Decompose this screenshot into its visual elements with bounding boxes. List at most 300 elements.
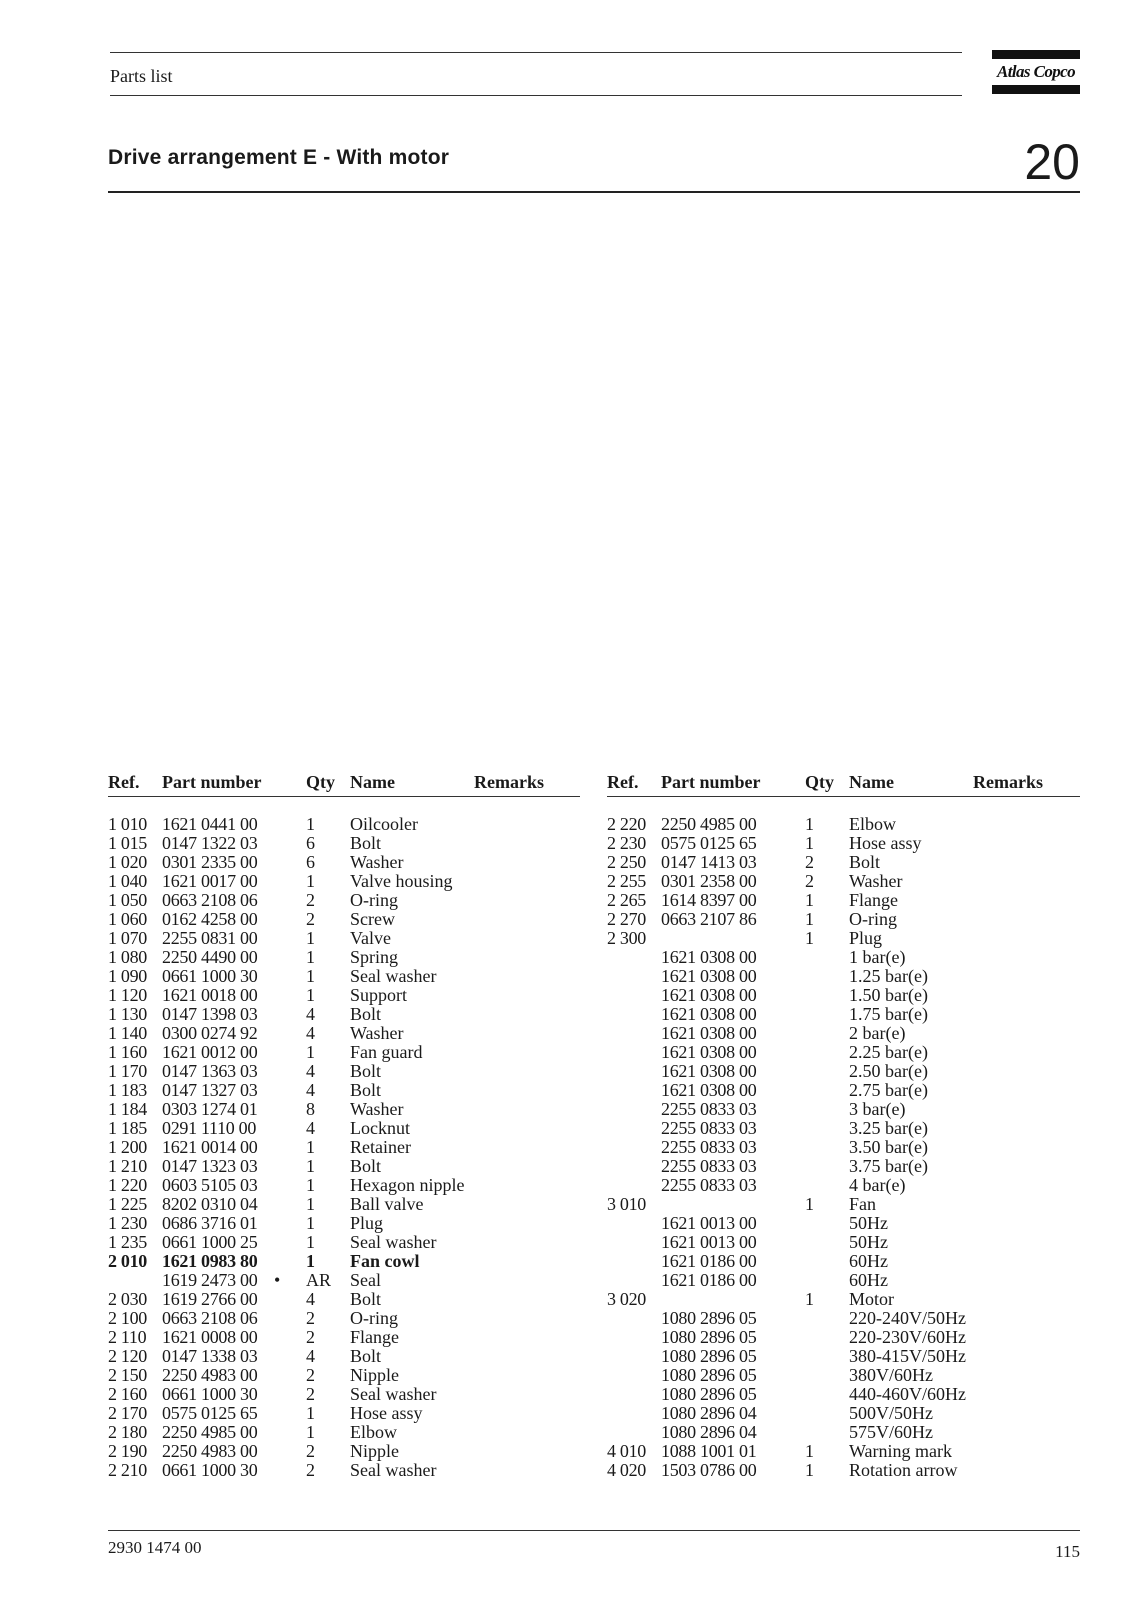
cell-name: Valve — [350, 928, 391, 948]
column-header-qty: Qty — [805, 772, 834, 792]
cell-name: 2.25 bar(e) — [849, 1042, 928, 1062]
cell-part-number: 1080 2896 05 — [661, 1346, 757, 1366]
cell-part-number: 1621 0308 00 — [661, 1042, 757, 1062]
cell-qty: 6 — [306, 833, 315, 853]
table-row — [607, 910, 1087, 929]
cell-part-number: 0147 1398 03 — [162, 1004, 258, 1024]
cell-qty: 4 — [306, 1061, 315, 1081]
table-row — [108, 1100, 588, 1119]
table-row — [607, 1214, 1087, 1233]
cell-ref: 1 080 — [108, 947, 148, 967]
cell-name: Screw — [350, 909, 395, 929]
cell-part-number: 1621 0308 00 — [661, 947, 757, 967]
table-header-right — [607, 772, 1080, 797]
cell-name: Elbow — [849, 814, 896, 834]
table-row — [607, 1328, 1087, 1347]
parts-table-left — [108, 815, 588, 1480]
cell-name: Bolt — [849, 852, 881, 872]
cell-part-number: 1080 2896 05 — [661, 1308, 757, 1328]
table-row — [607, 1309, 1087, 1328]
cell-part-number: 1080 2896 05 — [661, 1384, 757, 1404]
cell-mark: • — [274, 1270, 281, 1290]
cell-part-number: 1621 0186 00 — [661, 1270, 757, 1290]
cell-ref: 2 010 — [108, 1251, 148, 1271]
cell-name: Bolt — [350, 1080, 382, 1100]
cell-ref: 1 090 — [108, 966, 148, 986]
cell-part-number: 0661 1000 30 — [162, 966, 258, 986]
cell-part-number: 0661 1000 25 — [162, 1232, 258, 1252]
table-row — [108, 1309, 588, 1328]
cell-name: 2.75 bar(e) — [849, 1080, 928, 1100]
cell-qty: 1 — [306, 947, 315, 967]
header-top-rule — [110, 52, 962, 53]
table-row — [108, 1328, 588, 1347]
cell-name: Nipple — [350, 1365, 399, 1385]
table-row — [607, 891, 1087, 910]
cell-name: 220-240V/50Hz — [849, 1308, 966, 1328]
cell-ref: 2 030 — [108, 1289, 148, 1309]
cell-ref: 1 020 — [108, 852, 148, 872]
table-row — [607, 1176, 1087, 1195]
cell-part-number: 1621 0983 80 — [162, 1251, 258, 1271]
cell-name: 60Hz — [849, 1270, 888, 1290]
table-row — [607, 1081, 1087, 1100]
table-row — [607, 1005, 1087, 1024]
cell-part-number: 0147 1413 03 — [661, 852, 757, 872]
cell-ref: 1 040 — [108, 871, 148, 891]
table-row — [607, 1138, 1087, 1157]
cell-name: 1.25 bar(e) — [849, 966, 928, 986]
table-row — [108, 1043, 588, 1062]
table-row — [607, 1461, 1087, 1480]
cell-part-number: 2255 0833 03 — [661, 1118, 757, 1138]
table-row — [108, 815, 588, 834]
cell-name: Flange — [849, 890, 898, 910]
table-row — [607, 1290, 1087, 1309]
cell-name: 575V/60Hz — [849, 1422, 933, 1442]
cell-ref: 2 190 — [108, 1441, 148, 1461]
table-row — [108, 1214, 588, 1233]
cell-qty: 1 — [805, 890, 814, 910]
column-header-remarks: Remarks — [973, 772, 1043, 792]
cell-part-number: 1621 0441 00 — [162, 814, 258, 834]
cell-qty: 1 — [805, 1194, 814, 1214]
cell-qty: 1 — [306, 1042, 315, 1062]
table-row — [108, 1290, 588, 1309]
table-row — [108, 1081, 588, 1100]
cell-name: Elbow — [350, 1422, 397, 1442]
header-label: Parts list — [110, 66, 173, 86]
cell-name: O-ring — [350, 890, 398, 910]
cell-qty: 4 — [306, 1118, 315, 1138]
cell-qty: 1 — [306, 928, 315, 948]
cell-ref: 2 230 — [607, 833, 647, 853]
table-row — [607, 1385, 1087, 1404]
cell-ref: 1 210 — [108, 1156, 148, 1176]
cell-qty: 1 — [805, 1460, 814, 1480]
table-row — [607, 1252, 1087, 1271]
cell-name: Bolt — [350, 1061, 382, 1081]
cell-name: Bolt — [350, 1289, 382, 1309]
cell-qty: 1 — [306, 966, 315, 986]
cell-ref: 2 250 — [607, 852, 647, 872]
table-row — [108, 1005, 588, 1024]
cell-qty: 1 — [306, 1156, 315, 1176]
cell-qty: 1 — [306, 1213, 315, 1233]
table-row — [108, 1252, 588, 1271]
table-row — [108, 1423, 588, 1442]
cell-qty: 1 — [306, 871, 315, 891]
cell-name: 3.25 bar(e) — [849, 1118, 928, 1138]
column-header-ref: Ref. — [108, 772, 140, 792]
cell-part-number: 1621 0308 00 — [661, 1004, 757, 1024]
cell-name: 3.50 bar(e) — [849, 1137, 928, 1157]
cell-part-number: 0686 3716 01 — [162, 1213, 258, 1233]
cell-part-number: 0147 1363 03 — [162, 1061, 258, 1081]
cell-part-number: 0663 2108 06 — [162, 1308, 258, 1328]
cell-ref: 1 050 — [108, 890, 148, 910]
cell-part-number: 2250 4983 00 — [162, 1441, 258, 1461]
cell-qty: 1 — [805, 909, 814, 929]
table-row — [108, 948, 588, 967]
cell-part-number: 1621 0008 00 — [162, 1327, 258, 1347]
cell-part-number: 0300 0274 92 — [162, 1023, 258, 1043]
table-row — [607, 1271, 1087, 1290]
cell-part-number: 2255 0833 03 — [661, 1156, 757, 1176]
table-row — [607, 948, 1087, 967]
cell-qty: 1 — [306, 985, 315, 1005]
cell-part-number: 0303 1274 01 — [162, 1099, 258, 1119]
cell-name: 440-460V/60Hz — [849, 1384, 966, 1404]
cell-qty: AR — [306, 1270, 332, 1290]
cell-part-number: 1080 2896 04 — [661, 1403, 757, 1423]
table-row — [108, 872, 588, 891]
column-header-qty: Qty — [306, 772, 335, 792]
cell-part-number: 1621 0012 00 — [162, 1042, 258, 1062]
cell-qty: 4 — [306, 1004, 315, 1024]
cell-part-number: 0147 1322 03 — [162, 833, 258, 853]
cell-name: Seal — [350, 1270, 381, 1290]
cell-qty: 2 — [306, 1308, 315, 1328]
table-row — [607, 986, 1087, 1005]
cell-name: Support — [350, 985, 408, 1005]
cell-part-number: 0291 1110 00 — [162, 1118, 257, 1138]
cell-ref: 1 015 — [108, 833, 148, 853]
logo-text: Atlas Copco — [997, 62, 1075, 81]
cell-ref: 1 070 — [108, 928, 148, 948]
cell-qty: 1 — [306, 814, 315, 834]
parts-table-right — [607, 815, 1087, 1480]
cell-name: Bolt — [350, 1156, 382, 1176]
cell-part-number: 1621 0308 00 — [661, 1080, 757, 1100]
cell-name: 2.50 bar(e) — [849, 1061, 928, 1081]
cell-name: 50Hz — [849, 1213, 888, 1233]
cell-part-number: 0661 1000 30 — [162, 1460, 258, 1480]
table-row — [607, 1119, 1087, 1138]
table-row — [108, 1366, 588, 1385]
cell-name: 2 bar(e) — [849, 1023, 906, 1043]
table-row — [108, 891, 588, 910]
cell-qty: 2 — [306, 890, 315, 910]
cell-name: Seal washer — [350, 1232, 437, 1252]
table-row — [108, 1157, 588, 1176]
cell-ref: 1 183 — [108, 1080, 148, 1100]
cell-part-number: 1621 0017 00 — [162, 871, 258, 891]
table-row — [108, 1024, 588, 1043]
table-row — [607, 1100, 1087, 1119]
table-row — [607, 1423, 1087, 1442]
cell-part-number: 1621 0013 00 — [661, 1213, 757, 1233]
column-header-part-number: Part number — [162, 772, 262, 792]
cell-name: 380V/60Hz — [849, 1365, 933, 1385]
cell-name: Plug — [350, 1213, 384, 1233]
cell-ref: 2 170 — [108, 1403, 148, 1423]
cell-qty: 2 — [306, 1327, 315, 1347]
cell-name: 3.75 bar(e) — [849, 1156, 928, 1176]
cell-qty: 1 — [306, 1403, 315, 1423]
table-row — [108, 1138, 588, 1157]
cell-part-number: 0147 1327 03 — [162, 1080, 258, 1100]
cell-ref: 2 300 — [607, 928, 647, 948]
cell-part-number: 1503 0786 00 — [661, 1460, 757, 1480]
table-row — [108, 1461, 588, 1480]
cell-name: 3 bar(e) — [849, 1099, 906, 1119]
cell-ref: 1 184 — [108, 1099, 148, 1119]
table-row — [108, 1385, 588, 1404]
cell-name: Locknut — [350, 1118, 410, 1138]
cell-ref: 2 255 — [607, 871, 647, 891]
footer-page-number: 115 — [1055, 1542, 1080, 1561]
cell-name: Seal washer — [350, 1384, 437, 1404]
cell-name: Fan guard — [350, 1042, 423, 1062]
cell-ref: 2 160 — [108, 1384, 148, 1404]
table-row — [108, 967, 588, 986]
cell-part-number: 1621 0308 00 — [661, 966, 757, 986]
cell-part-number: 1088 1001 01 — [661, 1441, 757, 1461]
cell-qty: 4 — [306, 1080, 315, 1100]
cell-name: Ball valve — [350, 1194, 424, 1214]
cell-part-number: 2250 4985 00 — [661, 814, 757, 834]
cell-part-number: 1619 2473 00 — [162, 1270, 258, 1290]
cell-ref: 2 120 — [108, 1346, 148, 1366]
table-row — [607, 1233, 1087, 1252]
cell-name: Seal washer — [350, 966, 437, 986]
cell-ref: 2 270 — [607, 909, 647, 929]
cell-ref: 1 230 — [108, 1213, 148, 1233]
table-row — [108, 910, 588, 929]
cell-part-number: 1621 0018 00 — [162, 985, 258, 1005]
cell-qty: 1 — [306, 1137, 315, 1157]
table-row — [108, 1271, 588, 1290]
cell-part-number: 1080 2896 05 — [661, 1365, 757, 1385]
cell-ref: 2 100 — [108, 1308, 148, 1328]
cell-ref: 1 160 — [108, 1042, 148, 1062]
cell-part-number: 1621 0308 00 — [661, 985, 757, 1005]
table-row — [108, 1233, 588, 1252]
cell-part-number: 1621 0308 00 — [661, 1061, 757, 1081]
cell-part-number: 0301 2358 00 — [661, 871, 757, 891]
cell-part-number: 0162 4258 00 — [162, 909, 258, 929]
table-row — [607, 815, 1087, 834]
cell-name: Washer — [350, 1023, 404, 1043]
cell-part-number: 2250 4983 00 — [162, 1365, 258, 1385]
cell-qty: 4 — [306, 1346, 315, 1366]
cell-qty: 6 — [306, 852, 315, 872]
section-rule — [108, 191, 1080, 193]
cell-ref: 3 010 — [607, 1194, 647, 1214]
table-row — [607, 834, 1087, 853]
table-row — [108, 1176, 588, 1195]
table-row — [108, 1062, 588, 1081]
cell-part-number: 2255 0833 03 — [661, 1137, 757, 1157]
cell-ref: 2 220 — [607, 814, 647, 834]
cell-name: Fan cowl — [350, 1251, 420, 1271]
cell-ref: 1 225 — [108, 1194, 148, 1214]
cell-qty: 2 — [805, 871, 814, 891]
cell-qty: 4 — [306, 1023, 315, 1043]
cell-part-number: 0147 1323 03 — [162, 1156, 258, 1176]
cell-part-number: 1080 2896 04 — [661, 1422, 757, 1442]
cell-qty: 1 — [805, 814, 814, 834]
table-row — [607, 967, 1087, 986]
column-header-part-number: Part number — [661, 772, 761, 792]
table-row — [607, 1043, 1087, 1062]
cell-ref: 1 170 — [108, 1061, 148, 1081]
cell-part-number: 0301 2335 00 — [162, 852, 258, 872]
cell-name: 1 bar(e) — [849, 947, 906, 967]
cell-part-number: 1621 0013 00 — [661, 1232, 757, 1252]
table-row — [607, 853, 1087, 872]
cell-qty: 1 — [805, 833, 814, 853]
table-row — [607, 1195, 1087, 1214]
footer-rule — [108, 1530, 1080, 1531]
cell-name: 50Hz — [849, 1232, 888, 1252]
cell-part-number: 0575 0125 65 — [162, 1403, 258, 1423]
column-header-remarks: Remarks — [474, 772, 544, 792]
cell-ref: 1 200 — [108, 1137, 148, 1157]
cell-part-number: 0663 2107 86 — [661, 909, 757, 929]
cell-name: Washer — [849, 871, 903, 891]
table-header-left — [108, 772, 580, 797]
section-title: Drive arrangement E - With motor — [108, 146, 450, 169]
header-bottom-rule — [110, 95, 962, 96]
cell-ref: 2 150 — [108, 1365, 148, 1385]
cell-part-number: 2255 0831 00 — [162, 928, 258, 948]
cell-name: Hexagon nipple — [350, 1175, 465, 1195]
cell-part-number: 2250 4985 00 — [162, 1422, 258, 1442]
cell-ref: 1 235 — [108, 1232, 148, 1252]
cell-ref: 1 130 — [108, 1004, 148, 1024]
cell-qty: 1 — [306, 1422, 315, 1442]
cell-ref: 2 265 — [607, 890, 647, 910]
section-number: 20 — [1024, 134, 1080, 190]
cell-name: Bolt — [350, 1346, 382, 1366]
table-row — [607, 872, 1087, 891]
table-row — [607, 1062, 1087, 1081]
cell-qty: 2 — [805, 852, 814, 872]
cell-name: O-ring — [849, 909, 897, 929]
cell-part-number: 8202 0310 04 — [162, 1194, 258, 1214]
table-row — [108, 834, 588, 853]
cell-part-number: 0661 1000 30 — [162, 1384, 258, 1404]
cell-ref: 4 010 — [607, 1441, 647, 1461]
cell-name: Washer — [350, 1099, 404, 1119]
cell-ref: 1 140 — [108, 1023, 148, 1043]
cell-qty: 2 — [306, 1384, 315, 1404]
cell-qty: 4 — [306, 1289, 315, 1309]
cell-qty: 1 — [805, 1441, 814, 1461]
cell-qty: 2 — [306, 1365, 315, 1385]
cell-name: Plug — [849, 928, 883, 948]
cell-part-number: 1619 2766 00 — [162, 1289, 258, 1309]
cell-ref: 2 180 — [108, 1422, 148, 1442]
logo-top-bar — [992, 50, 1080, 59]
cell-qty: 1 — [306, 1194, 315, 1214]
cell-qty: 1 — [306, 1175, 315, 1195]
column-header-name: Name — [350, 772, 395, 792]
cell-name: Motor — [849, 1289, 894, 1309]
cell-name: 380-415V/50Hz — [849, 1346, 966, 1366]
cell-name: Hose assy — [849, 833, 922, 853]
cell-name: 1.50 bar(e) — [849, 985, 928, 1005]
cell-name: 220-230V/60Hz — [849, 1327, 966, 1347]
cell-part-number: 0603 5105 03 — [162, 1175, 258, 1195]
table-row — [607, 1442, 1087, 1461]
table-row — [607, 1347, 1087, 1366]
cell-part-number: 1621 0014 00 — [162, 1137, 258, 1157]
cell-name: Hose assy — [350, 1403, 423, 1423]
cell-part-number: 1080 2896 05 — [661, 1327, 757, 1347]
column-header-ref: Ref. — [607, 772, 639, 792]
cell-name: 60Hz — [849, 1251, 888, 1271]
cell-name: Warning mark — [849, 1441, 953, 1461]
cell-qty: 2 — [306, 909, 315, 929]
cell-name: Washer — [350, 852, 404, 872]
cell-part-number: 1621 0186 00 — [661, 1251, 757, 1271]
cell-part-number: 2255 0833 03 — [661, 1099, 757, 1119]
table-row — [108, 1119, 588, 1138]
cell-part-number: 0663 2108 06 — [162, 890, 258, 910]
cell-ref: 1 120 — [108, 985, 148, 1005]
table-row — [108, 1404, 588, 1423]
cell-part-number: 1614 8397 00 — [661, 890, 757, 910]
cell-name: 4 bar(e) — [849, 1175, 906, 1195]
cell-name: Seal washer — [350, 1460, 437, 1480]
cell-qty: 2 — [306, 1441, 315, 1461]
atlas-copco-logo — [992, 50, 1080, 94]
cell-name: 1.75 bar(e) — [849, 1004, 928, 1024]
cell-qty: 1 — [306, 1251, 315, 1271]
table-row — [108, 1195, 588, 1214]
cell-ref: 1 185 — [108, 1118, 148, 1138]
cell-name: Flange — [350, 1327, 399, 1347]
table-row — [607, 1157, 1087, 1176]
cell-part-number: 0147 1338 03 — [162, 1346, 258, 1366]
cell-qty: 1 — [306, 1232, 315, 1252]
table-row — [108, 853, 588, 872]
cell-part-number: 2250 4490 00 — [162, 947, 258, 967]
cell-ref: 2 110 — [108, 1327, 147, 1347]
cell-ref: 1 010 — [108, 814, 148, 834]
table-row — [607, 1024, 1087, 1043]
table-row — [108, 986, 588, 1005]
table-row — [607, 1404, 1087, 1423]
cell-name: Rotation arrow — [849, 1460, 958, 1480]
cell-ref: 1 060 — [108, 909, 148, 929]
cell-name: Spring — [350, 947, 399, 967]
cell-name: Valve housing — [350, 871, 453, 891]
cell-part-number: 2255 0833 03 — [661, 1175, 757, 1195]
